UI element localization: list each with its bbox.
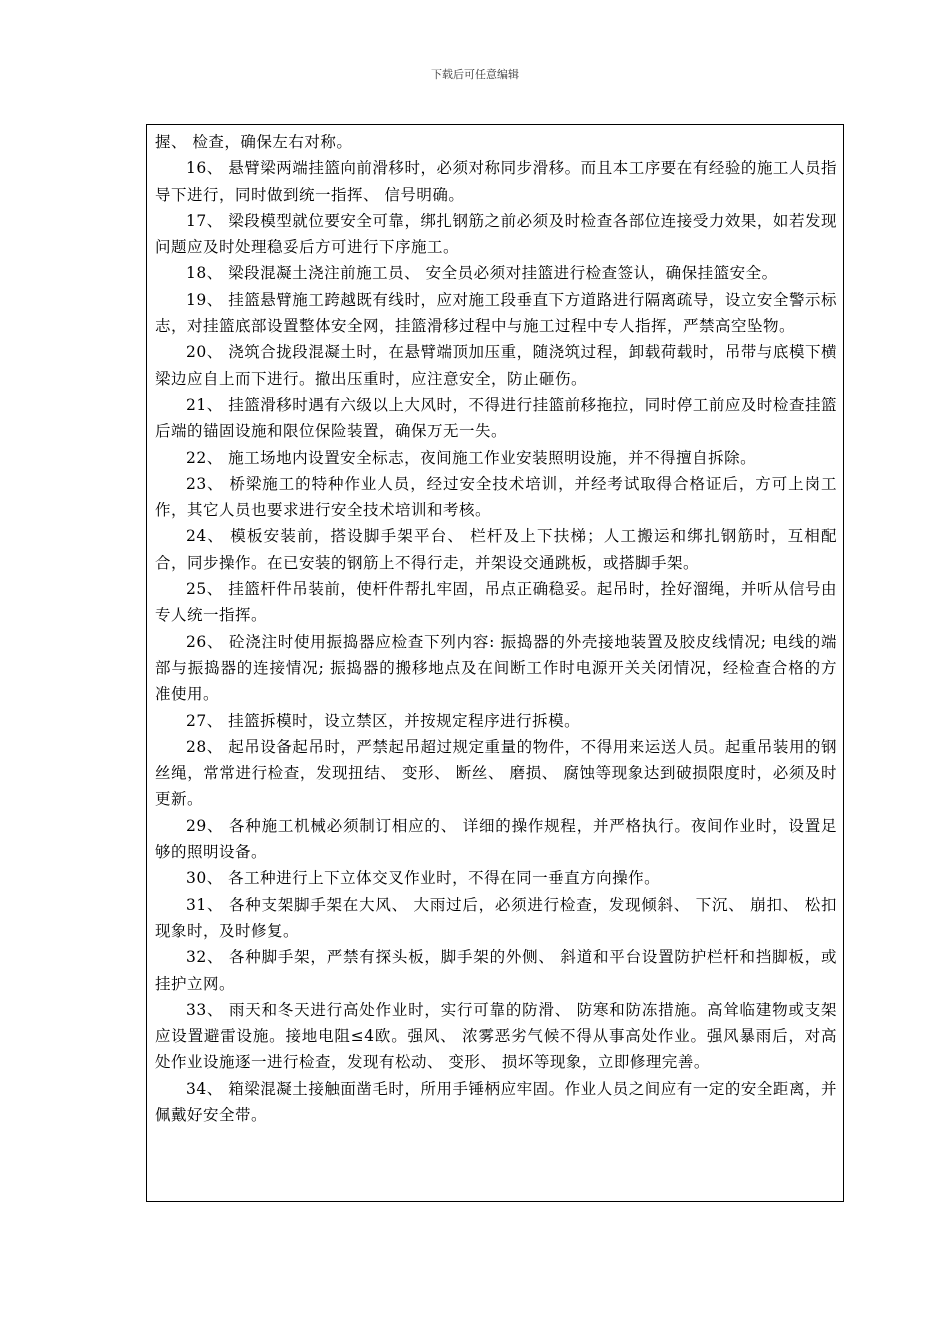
paragraph-item-31: 31、 各种支架脚手架在大风、 大雨过后，必须进行检查，发现倾斜、 下沉、 崩扣、 松扣现象时，及时修复。	[155, 895, 837, 940]
paragraph-item-23: 23、 桥梁施工的特种作业人员，经过安全技术培训，并经考试取得合格证后，方可上岗工作，其它人员也要求进行安全技术培训和考核。	[155, 474, 837, 520]
paragraph-item-34: 34、 箱梁混凝土接触面凿毛时，所用手锤柄应牢固。作业人员之间应有一定的安全距离，并佩戴好安全带。	[155, 1079, 837, 1124]
paragraph-item-30: 30、 各工种进行上下立体交叉作业时，不得在同一垂直方向操作。	[186, 869, 661, 888]
paragraph-item-29: 29、 各种施工机械必须制订相应的、 详细的操作规程，并严格执行。夜间作业时，设置足够的照明设备。	[155, 816, 837, 862]
paragraph-item-26: 26、 砼浇注时使用振捣器应检查下列内容: 振捣器的外壳接地装置及胶皮线情况; 电线的端部与振捣器的连接情况; 振捣器的搬移地点及在间断工作时电源开关关闭情况，经检查合格的方准使用。	[155, 632, 837, 704]
paragraph-item-21: 21、 挂篮滑移时遇有六级以上大风时，不得进行挂篮前移拖拉，同时停工前应及时检查挂篮后端的锚固设施和限位保险装置，确保万无一失。	[155, 395, 837, 441]
paragraph-item-16: 16、 悬臂梁两端挂篮向前滑移时，必须对称同步滑移。而且本工序要在有经验的施工人员指导下进行，同时做到统一指挥、 信号明确。	[155, 159, 837, 204]
paragraph-item-17: 17、 梁段模型就位要安全可靠，绑扎钢筋之前必须及时检查各部位连接受力效果，如若发现问题应及时处理稳妥后方可进行下序施工。	[155, 211, 837, 257]
paragraph-item-19: 19、 挂篮悬臂施工跨越既有线时，应对施工段垂直下方道路进行隔离疏导，设立安全警示标志，对挂篮底部设置整体安全网，挂篮滑移过程中与施工过程中专人指挥，严禁高空坠物。	[155, 290, 837, 336]
paragraph-item-24: 24、 模板安装前，搭设脚手架平台、 栏杆及上下扶梯；人工搬运和绑扎钢筋时，互相配合，同步操作。在已安装的钢筋上不得行走，并架设交通跳板，或搭脚手架。	[155, 527, 837, 572]
paragraph-item-32: 32、 各种脚手架，严禁有探头板，脚手架的外侧、 斜道和平台设置防护栏杆和挡脚板，或挂护立网。	[155, 948, 837, 993]
paragraph-item-18: 18、 梁段混凝土浇注前施工员、 安全员必须对挂篮进行检查签认，确保挂篮安全。	[186, 264, 778, 283]
paragraph-item-22: 22、 施工场地内设置安全标志，夜间施工作业安装照明设施，并不得擅自拆除。	[186, 448, 757, 467]
paragraph-item-25: 25、 挂篮杆件吊装前，使杆件帮扎牢固，吊点正确稳妥。起吊时，拴好溜绳，并听从信号由专人统一指挥。	[155, 580, 837, 625]
paragraph-item-27: 27、 挂篮拆模时，设立禁区，并按规定程序进行拆模。	[186, 711, 581, 730]
paragraph-item-20: 20、 浇筑合拢段混凝土时，在悬臂端顶加压重，随浇筑过程，卸载荷载时，吊带与底模下横梁边应自上而下进行。撤出压重时，应注意安全，防止砸伤。	[155, 343, 837, 388]
paragraph-item-28: 28、 起吊设备起吊时，严禁起吊超过规定重量的物件，不得用来运送人员。起重吊装用的钢丝绳，常常进行检查，发现扭结、 变形、 断丝、 磨损、 腐蚀等现象达到破损限度时，必须及时更新。	[155, 737, 837, 809]
content-box	[146, 124, 844, 1202]
paragraph-item-33: 33、 雨天和冬天进行高处作业时，实行可靠的防滑、 防寒和防冻措施。高耸临建物或支架应设置避雷设施。接地电阻≤4欧。强风、 浓雾恶劣气候不得从事高处作业。强风暴雨后，对高处作业设施逐一进行检查，发现有松动、 变形、 损坏等现象，立即修理完善。	[155, 1000, 837, 1072]
page-header: 下载后可任意编辑	[431, 68, 519, 81]
paragraph-continued: 握、 检查，确保左右对称。	[155, 133, 353, 151]
document-body	[155, 129, 837, 1128]
